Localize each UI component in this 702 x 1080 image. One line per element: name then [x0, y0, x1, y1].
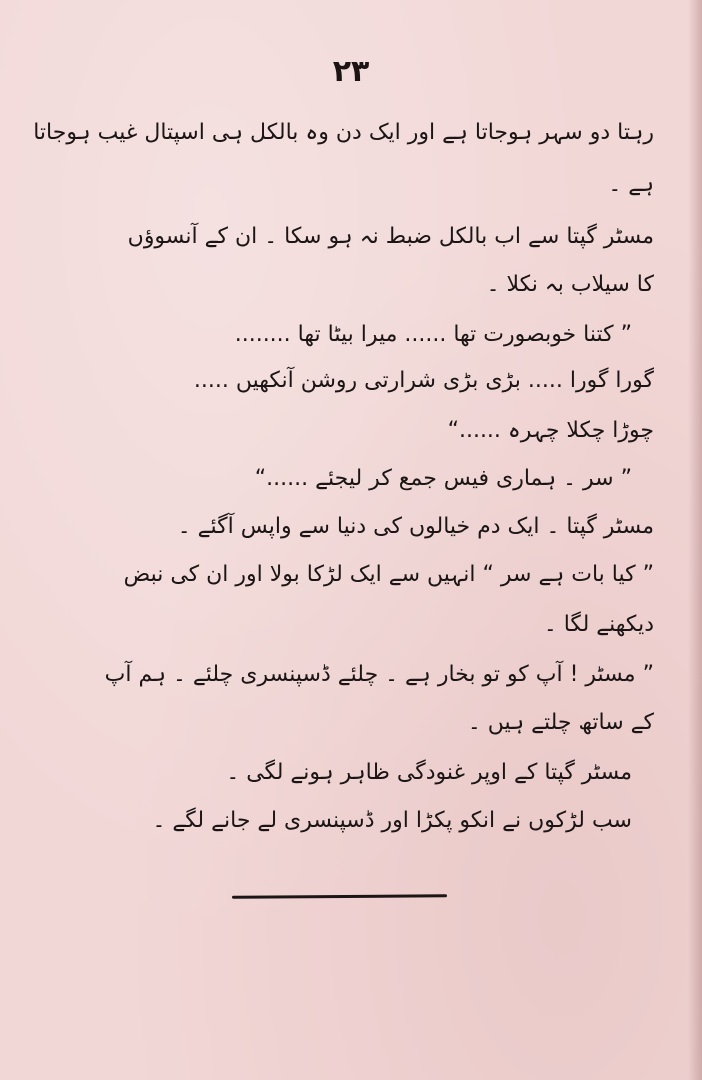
text-line: رہتا دو سہر ہوجاتا ہے اور ایک دن وہ بالکل ہی اسپتال غیب ہوجاتا: [33, 120, 654, 145]
page-number: ٢٣: [332, 54, 370, 89]
page-spine-shadow: [688, 0, 702, 1080]
text-line: سب لڑکوں نے انکو پکڑا اور ڈسپنسری لے جانے لگے ۔: [152, 808, 632, 833]
text-line: کا سیلاب بہ نکلا ۔: [486, 272, 654, 297]
text-line: مسٹر گپتا کے اوپر غنودگی ظاہر ہونے لگی ۔: [226, 760, 632, 785]
text-line: دیکھنے لگا ۔: [543, 612, 654, 637]
section-end-rule: [232, 894, 447, 899]
text-line: گورا گورا ..... بڑی بڑی شرارتی روشن آنکھیں .....: [193, 368, 654, 393]
text-line: ” سر ۔ ہماری فیس جمع کر لیجئے ......“: [254, 466, 632, 491]
text-line: چوڑا چکلا چہرہ ......“: [447, 418, 654, 443]
text-line: ” کیا بات ہے سر “ انہیں سے ایک لڑکا بولا اور ان کی نبض: [123, 562, 654, 587]
text-line: مسٹر گپتا سے اب بالکل ضبط نہ ہو سکا ۔ ان کے آنسوؤں: [127, 224, 654, 249]
text-line: ہے ۔: [608, 172, 654, 197]
text-line: ” کتنا خوبصورت تھا ...... میرا بیٹا تھا ........: [234, 322, 632, 347]
text-line: مسٹر گپتا ۔ ایک دم خیالوں کی دنیا سے واپس آگئے ۔: [177, 514, 654, 539]
text-line: کے ساتھ چلتے ہیں ۔: [467, 710, 654, 735]
text-line: ” مسٹر ! آپ کو تو بخار ہے ۔ چلئے ڈسپنسری چلئے ۔ ہم آپ: [104, 662, 654, 687]
